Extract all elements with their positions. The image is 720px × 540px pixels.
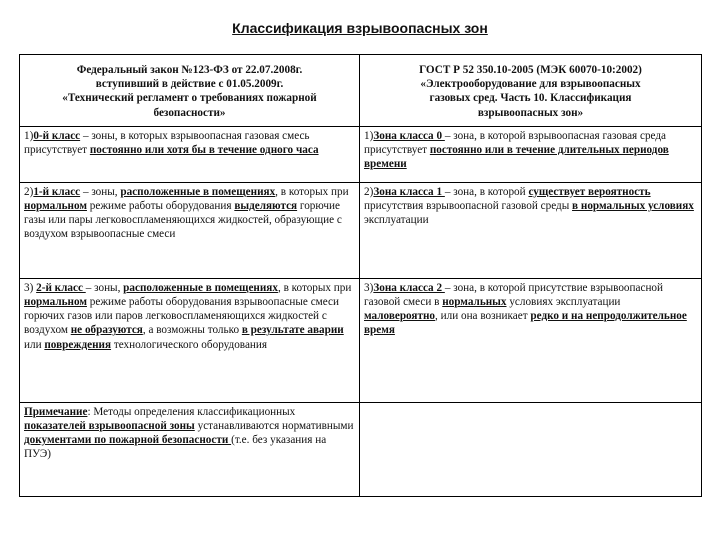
text-run: режиме работы оборудования взрывоопасные смеси горючих газов или паров легковоспламеняющихся жидкостей с воздухом <box>24 296 339 337</box>
text-run: – зона, в которой <box>444 185 529 198</box>
text-run: 1) <box>24 129 34 142</box>
text-run: или <box>24 338 45 351</box>
emphasized-text: расположенные в помещениях <box>120 185 276 198</box>
header-line: безопасности» <box>153 106 226 119</box>
text-run: , а возможны только <box>142 324 242 337</box>
text-run: эксплуатации <box>364 214 429 227</box>
federal-law-class-1-cell <box>20 182 360 278</box>
table-row-class-1 <box>20 182 702 278</box>
emphasized-text: выделяются <box>234 200 298 213</box>
emphasized-text: документами по пожарной безопасности <box>24 434 232 447</box>
table-header-row <box>20 55 702 127</box>
emphasized-text: Зона класса 2 <box>373 281 445 294</box>
note-cell <box>20 402 360 496</box>
header-federal-law <box>20 55 360 127</box>
text-run: технологического оборудования <box>111 338 268 351</box>
header-line: Федеральный закон №123-ФЗ от 22.07.2008г. <box>76 64 303 76</box>
emphasized-text: повреждения <box>44 338 112 351</box>
emphasized-text: в результате аварии <box>241 324 344 337</box>
emphasized-text: существует вероятность <box>528 185 651 198</box>
text-run: – зоны, <box>80 185 121 198</box>
emphasized-text: в нормальных условиях <box>572 200 694 213</box>
header-line: вступивший в действие с 01.05.2009г. <box>95 78 284 91</box>
text-run: горючие газы или пары легковоспламеняющихся жидкостей, образующие с воздухом взрывоопасные смеси <box>24 200 342 241</box>
text-run: 3) <box>24 281 37 294</box>
emphasized-text: Зона класса 1 <box>373 185 445 198</box>
gost-zone-1-cell <box>360 182 702 278</box>
table-row-class-2 <box>20 278 702 402</box>
gost-zone-0-cell <box>360 126 702 182</box>
emphasized-text: нормальном <box>24 296 87 309</box>
emphasized-text: 1-й класс <box>33 185 81 198</box>
gost-zone-2-cell <box>360 278 702 402</box>
emphasized-text: 2-й класс <box>36 281 86 294</box>
federal-law-class-0-cell <box>20 126 360 182</box>
emphasized-text: Зона класса 0 <box>373 129 445 142</box>
text-run: присутствия взрывоопасной газовой среды <box>364 200 573 213</box>
emphasized-text: Примечание <box>24 405 88 418</box>
table-row-class-0 <box>20 126 702 182</box>
header-line: «Электрооборудование для взрывоопасных <box>420 78 641 91</box>
zone-classification-table <box>19 54 702 497</box>
emphasized-text: постоянно или хотя бы в течение одного часа <box>89 144 319 157</box>
table-row-note <box>20 402 702 496</box>
text-run: 3) <box>364 281 374 294</box>
header-line: газовых сред. Часть 10. Классификация <box>429 92 632 105</box>
text-run: 2) <box>364 185 374 198</box>
text-run: – зона, в которой взрывоопасная газовая среда присутствует <box>364 129 667 157</box>
header-gost-standard <box>360 55 702 127</box>
emphasized-text: редко и на непродолжительное время <box>364 310 687 337</box>
text-run: – зоны, <box>85 281 124 294</box>
text-run: (т.е. без указания на ПУЭ) <box>24 434 327 461</box>
header-line: «Технический регламент о требованиях пожарной <box>62 92 317 105</box>
emphasized-text: нормальных <box>442 296 507 309</box>
slide-title: Классификация взрывоопасных зон <box>232 20 488 36</box>
federal-law-class-2-cell <box>20 278 360 402</box>
header-line: взрывоопасных зон» <box>477 106 584 119</box>
emphasized-text: не образуются <box>70 324 143 337</box>
text-run: , или она возникает <box>435 310 531 323</box>
header-line: ГОСТ Р 52 350.10-2005 (МЭК 60070-10:2002) <box>419 64 642 76</box>
text-run: режиме работы оборудования <box>86 200 235 213</box>
text-run: – зона, в которой присутствие взрывоопасной газовой смеси в <box>364 281 664 309</box>
emphasized-text: нормальном <box>24 200 87 213</box>
emphasized-text: 0-й класс <box>33 129 81 142</box>
emphasized-text: постоянно или в течение длительных периодов времени <box>364 144 669 171</box>
text-run: устанавливаются нормативными <box>194 420 354 433</box>
text-run: – зоны, в которых взрывоопасная газовая смесь присутствует <box>24 129 310 157</box>
text-run: 1) <box>364 129 374 142</box>
text-run: , в которых при <box>275 185 349 198</box>
emphasized-text: показателей взрывоопасной зоны <box>24 420 195 433</box>
text-run: , в которых при <box>277 281 352 294</box>
empty-cell <box>360 402 702 496</box>
text-run: условиях эксплуатации <box>506 296 621 309</box>
text-run: 2) <box>24 185 34 198</box>
emphasized-text: маловероятно <box>364 310 436 323</box>
text-run: : Методы определения классификационных <box>87 405 296 418</box>
emphasized-text: расположенные в помещениях <box>123 281 278 294</box>
